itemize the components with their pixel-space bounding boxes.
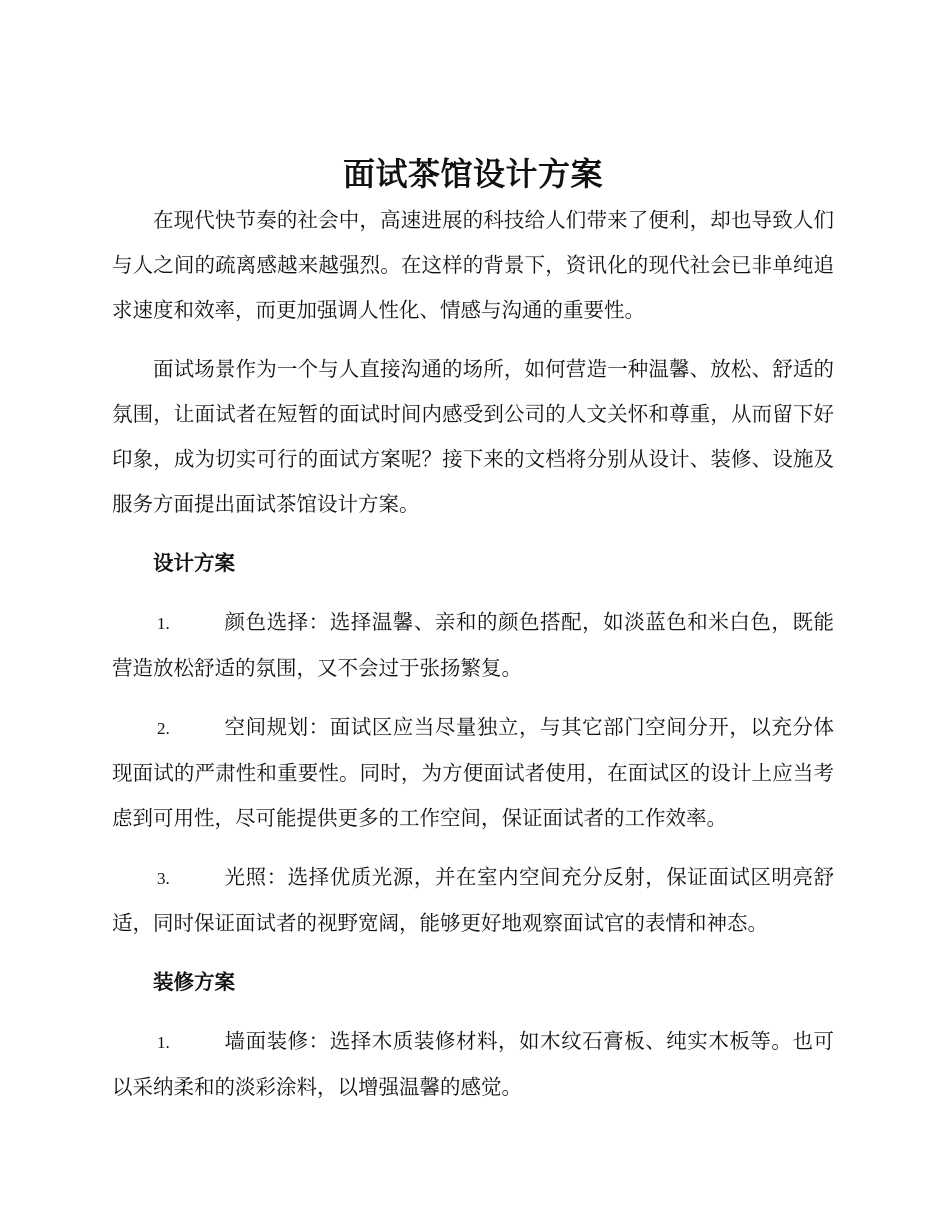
- list-item-number: 2.: [157, 719, 170, 738]
- section-heading: 装修方案: [153, 970, 235, 994]
- list-item: [112, 600, 834, 691]
- list-item-number: 1.: [157, 614, 170, 633]
- intro-paragraph: 面试场景作为一个与人直接沟通的场所，如何营造一种温馨、放松、舒适的氛围，让面试者在短暂的面试时间内感受到公司的人文关怀和尊重，从而留下好印象，成为切实可行的面试方案呢？接下来的文档将分别从设计、装修、设施及服务方面提出面试茶馆设计方案。: [112, 357, 834, 516]
- list-item-number: 3.: [157, 869, 170, 888]
- list-item-text: 空间规划：面试区应当尽量独立，与其它部门空间分开，以充分体现面试的严肃性和重要性。同时，为方便面试者使用，在面试区的设计上应当考虑到可用性，尽可能提供更多的工作空间，保证面试者的工作效率。: [112, 715, 834, 830]
- section-design: [112, 541, 834, 960]
- list-item-text: 墙面装修：选择木质装修材料，如木纹石膏板、纯实木板等。也可以采纳柔和的淡彩涂料，以增强温馨的感觉。: [112, 1029, 834, 1099]
- section-heading: 设计方案: [153, 551, 235, 575]
- document-title: 面试茶馆设计方案: [342, 155, 603, 193]
- intro-paragraph: 在现代快节奏的社会中，高速进展的科技给人们带来了便利，却也导致人们与人之间的疏离感越来越强烈。在这样的背景下，资讯化的现代社会已非单纯追求速度和效率，而更加强调人性化、情感与沟通的重要性。: [112, 208, 834, 322]
- list-item: [112, 705, 834, 841]
- list-item: [112, 1019, 834, 1110]
- list-item-number: 1.: [157, 1033, 170, 1052]
- list-item: [112, 855, 834, 946]
- list-item-text: 光照：选择优质光源，并在室内空间充分反射，保证面试区明亮舒适，同时保证面试者的视野宽阔，能够更好地观察面试官的表情和神态。: [112, 865, 834, 935]
- section-renovation: [112, 960, 834, 1110]
- document-page: [112, 150, 834, 1110]
- list-item-text: 颜色选择：选择温馨、亲和的颜色搭配，如淡蓝色和米白色，既能营造放松舒适的氛围，又不会过于张扬繁复。: [112, 610, 834, 680]
